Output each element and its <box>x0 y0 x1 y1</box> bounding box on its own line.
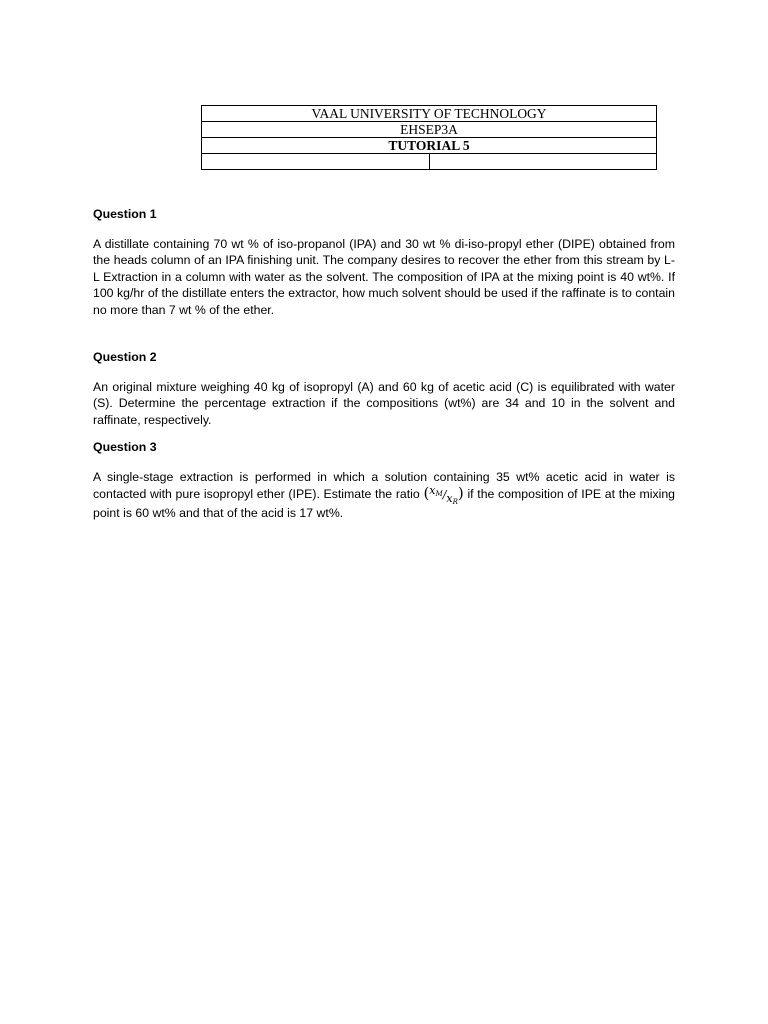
header-table <box>201 105 657 170</box>
question-2-heading: Question 2 <box>93 350 157 364</box>
ratio-denominator-sub: R <box>452 498 458 506</box>
document-body <box>93 206 675 521</box>
tutorial-title: TUTORIAL 5 <box>202 138 657 154</box>
question-1-text: A distillate containing 70 wt % of iso-propanol (IPA) and 30 wt % di-iso-propyl ether (DIPE) obtained from the heads column of an IPA finishing unit. The company desires to recover the ether from this stream by L-L Extraction in a column with water as the solvent. The composition of IPA at the mixing point is 40 wt%. If 100 kg/hr of the distillate enters the extractor, how much solvent should be used if the raffinate is to contain no more than 7 wt % of the ether. <box>93 236 675 317</box>
question-3-heading: Question 3 <box>93 440 157 454</box>
ratio-fraction: $(x_M/x_R)$ <box>423 484 464 506</box>
blank-cell-right <box>429 154 657 170</box>
ratio-denominator-var: x <box>446 492 453 505</box>
question-3-text-before: A single-stage extraction is performed in which a solution containing 35 wt% acetic acid in water is contacted with pure isopropyl ether (IPE). Estimate the ratio <box>93 469 675 501</box>
course-code: EHSEP3A <box>202 122 657 138</box>
blank-cell-left <box>202 154 430 170</box>
question-1-heading: Question 1 <box>93 207 157 221</box>
ratio-numerator-var: x <box>429 484 436 497</box>
question-2-text: An original mixture weighing 40 kg of isopropyl (A) and 60 kg of acetic acid (C) is equilibrated with water (S). Determine the percentage extraction if the compositions (wt%) are 34 and 10 in the solvent and raffinate, respectively. <box>93 379 675 427</box>
university-name: VAAL UNIVERSITY OF TECHNOLOGY <box>202 106 657 122</box>
question-3-text <box>93 469 675 522</box>
question-3-text-after: if the composition of IPE at the mixing point is 60 wt% and that of the acid is 17 wt%. <box>93 487 676 520</box>
ratio-numerator-sub: M <box>435 490 443 498</box>
